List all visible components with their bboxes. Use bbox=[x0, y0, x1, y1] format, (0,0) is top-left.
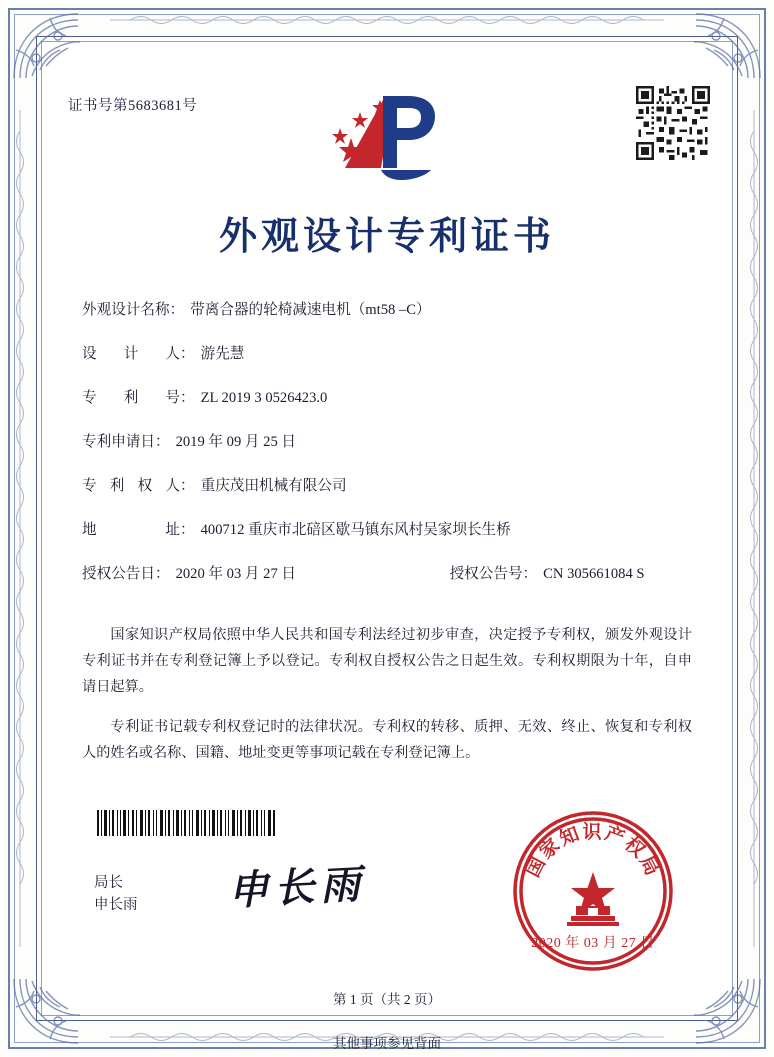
back-side-note: 其他事项参见背面 bbox=[333, 1036, 441, 1051]
certificate-number: 证书号第5683681号 bbox=[68, 98, 198, 114]
svg-text:国家知识产权局: 国家知识产权局 bbox=[521, 821, 665, 881]
page-title: 外观设计专利证书 bbox=[218, 213, 555, 258]
handwritten-signature: 申长雨 bbox=[227, 860, 368, 915]
field-label: 地址 bbox=[82, 522, 180, 538]
field-patent-number bbox=[82, 386, 692, 430]
field-value-grant-date: 2020 年 03 月 27 日 bbox=[175, 566, 296, 582]
field-value: 2019 年 09 月 25 日 bbox=[175, 434, 296, 450]
field-value: 400712 重庆市北碚区歇马镇东风村吴家坝长生桥 bbox=[200, 522, 511, 538]
field-label: 专利号 bbox=[82, 390, 180, 406]
field-label: 专利申请日： bbox=[82, 434, 170, 450]
field-label: 外观设计名称： bbox=[82, 302, 185, 318]
field-value-publication-number: CN 305661084 S bbox=[543, 566, 645, 582]
field-grant-row bbox=[82, 562, 692, 606]
barcode bbox=[96, 810, 276, 836]
border-ornament-top bbox=[110, 12, 664, 28]
director-label: 局长 bbox=[94, 875, 123, 891]
field-designer bbox=[82, 342, 692, 386]
field-address bbox=[82, 518, 692, 562]
field-label-grant-date: 授权公告日： bbox=[82, 566, 170, 582]
paragraph-2: 专利证书记载专利权登记时的法律状况。专利权的转移、质押、无效、终止、恢复和专利权人的姓名或名称、国籍、地址变更等事项记载在专利登记簿上。 bbox=[82, 719, 692, 761]
field-label: 设计人 bbox=[82, 346, 180, 362]
corner-ornament-top-right bbox=[668, 10, 764, 82]
page-indicator: 第 1 页（共 2 页） bbox=[333, 992, 441, 1007]
field-value: 游先慧 bbox=[200, 346, 245, 362]
field-label: 专利权人 bbox=[82, 478, 180, 494]
field-application-date bbox=[82, 430, 692, 474]
corner-ornament-top-left bbox=[10, 10, 106, 82]
field-colon: ： bbox=[180, 346, 195, 362]
field-patentee bbox=[82, 474, 692, 518]
signature-block bbox=[94, 872, 138, 916]
field-value: 重庆茂田机械有限公司 bbox=[200, 478, 347, 494]
director-name: 申长雨 bbox=[94, 897, 138, 913]
field-value: ZL 2019 3 0526423.0 bbox=[200, 390, 328, 406]
qr-code bbox=[636, 86, 710, 160]
fields-list bbox=[82, 298, 692, 606]
field-value: 带离合器的轮椅减速电机（mt58 –C） bbox=[190, 302, 431, 318]
body-text bbox=[82, 622, 692, 780]
field-label-publication-number: 授权公告号： bbox=[449, 566, 538, 582]
paragraph-1: 国家知识产权局依照中华人民共和国专利法经过初步审查，决定授予专利权，颁发外观设计专利证书并在专利登记簿上予以登记。专利权自授权公告之日起生效。专利权期限为十年，自申请日起算。 bbox=[82, 627, 692, 695]
field-colon: ： bbox=[180, 390, 195, 406]
cnipa-emblem-logo bbox=[321, 84, 453, 184]
field-colon: ： bbox=[180, 522, 195, 538]
field-design-name bbox=[82, 298, 692, 342]
field-colon: ： bbox=[180, 478, 195, 494]
seal-date: 2020 年 03 月 27 日 bbox=[531, 936, 655, 951]
